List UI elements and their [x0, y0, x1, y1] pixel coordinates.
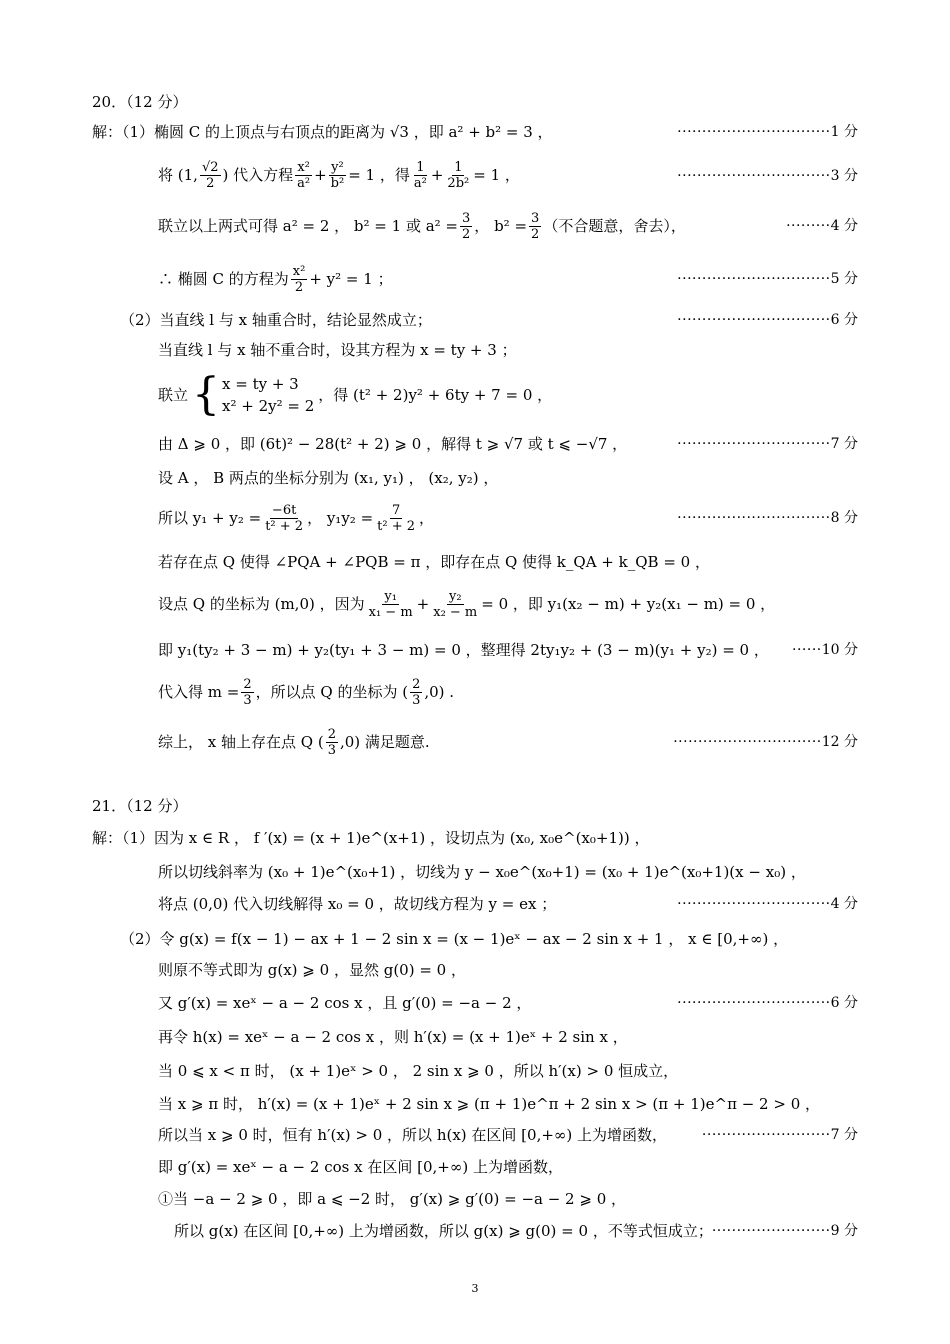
leader-dots: ······························· [677, 436, 831, 452]
text: 综上， x 轴上存在点 Q ( [158, 733, 324, 751]
leader-dots: ·························· [701, 1127, 831, 1143]
points-label: 1 分 [830, 124, 858, 140]
text: + [416, 595, 430, 613]
text: 所以 y₁ + y₂ = [158, 509, 262, 527]
q20-line-5: （2）当直线 l 与 x 轴重合时，结论显然成立； [120, 311, 432, 329]
q20-line-14 [158, 672, 454, 712]
leader-dots: ······························· [677, 995, 831, 1011]
text: 将 (1, [158, 166, 198, 184]
denominator: a² [297, 175, 311, 191]
text: = 0 ，即 y₁(x₂ − m) + y₂(x₁ − m) = 0 ， [481, 595, 776, 613]
q21-line-7: 再令 h(x) = xeˣ − a − 2 cos x ，则 h′(x) = (x + 1)eˣ + 2 sin x ， [158, 1028, 628, 1046]
text: ， b² = [474, 217, 528, 235]
text: 联立以上两式可得 a² = 2 ， b² = 1 或 a² = [158, 217, 459, 235]
q20-points-5 [677, 310, 858, 330]
numerator: 1 [454, 159, 463, 175]
q20-points-15 [673, 732, 858, 752]
points-label: 4 分 [830, 218, 858, 234]
q21-points-13 [712, 1221, 858, 1241]
fraction [367, 589, 415, 620]
denominator: a² [413, 175, 427, 191]
numerator: √2 [201, 159, 219, 175]
denominator: 2b² [447, 175, 470, 191]
text: + [430, 166, 444, 184]
numerator: 3 [462, 210, 471, 226]
q20-line-10 [158, 498, 434, 538]
denominator: 3 [243, 692, 252, 708]
numerator: y₁ [384, 588, 397, 604]
q20-line-11: 若存在点 Q 使得 ∠PQA + ∠PQB = π ，即存在点 Q 使得 k_QA + k_QB = 0 ， [158, 553, 710, 571]
denominator: t² + 2 [265, 518, 304, 534]
fraction [375, 503, 417, 534]
q21-line-8: 当 0 ⩽ x < π 时， (x + 1)eˣ > 0 ， 2 sin x ⩾ 0 ，所以 h′(x) > 0 恒成立， [158, 1062, 679, 1080]
system-row: x² + 2y² = 2 [222, 397, 315, 415]
q20-points-10 [677, 508, 858, 528]
q21-line-9: 当 x ⩾ π 时， h′(x) = (x + 1)eˣ + 2 sin x ⩾ (π + 1)e^π + 2 sin x > (π + 1)e^π − 2 > 0 ， [158, 1095, 821, 1113]
points-label: 3 分 [830, 168, 858, 184]
text: = 1 ， [473, 166, 520, 184]
fraction [263, 503, 305, 534]
text: 联立 [158, 386, 189, 404]
numerator: 2 [243, 676, 252, 692]
fraction [329, 160, 347, 191]
fraction [291, 264, 308, 295]
text: + y² = 1 ； [309, 270, 393, 288]
page-number: 3 [471, 1282, 479, 1295]
numerator: y₂ [448, 588, 462, 604]
q21-line-11: 即 g′(x) = xeˣ − a − 2 cos x 在区间 [0,+∞) 上为增函数， [158, 1158, 563, 1176]
numerator: x² [297, 159, 310, 175]
q20-line-9: 设 A ， B 两点的坐标分别为 (x₁, y₁) ， (x₂, y₂) ， [158, 469, 499, 487]
q20-line-12 [158, 584, 775, 624]
leader-dots: ······························· [677, 168, 831, 184]
q20-line-15 [158, 722, 430, 762]
system-row: x = ty + 3 [222, 375, 299, 393]
fraction [326, 727, 338, 758]
text: ∴ 椭圆 C 的方程为 [158, 270, 289, 288]
denominator: 2 [294, 279, 304, 295]
q21-line-2: 所以切线斜率为 (x₀ + 1)e^(x₀+1) ，切线为 y − x₀e^(x₀+1) = (x₀ + 1)e^(x₀+1)(x − x₀) ， [158, 863, 806, 881]
text: 设点 Q 的坐标为 (m,0) ，因为 [158, 595, 365, 613]
text: ，所以点 Q 的坐标为 ( [255, 683, 409, 701]
points-label: 5 分 [830, 271, 858, 287]
q20-line-2 [158, 155, 520, 195]
numerator: −6t [271, 502, 297, 518]
numerator: 1 [416, 159, 425, 175]
fraction [445, 160, 471, 191]
q21-line-5: 则原不等式即为 g(x) ⩾ 0 ，显然 g(0) = 0 ， [158, 961, 466, 979]
leader-dots: ······ [792, 642, 822, 658]
q21-points-6 [677, 993, 858, 1013]
numerator: 7 [391, 502, 401, 518]
denominator: t² + 2 [377, 518, 416, 534]
text: ,0) 满足题意. [339, 733, 430, 751]
points-label: 8 分 [830, 510, 858, 526]
leader-dots: ······························· [677, 312, 831, 328]
text: ， [419, 509, 435, 527]
points-label: 7 分 [830, 436, 858, 452]
q21-header: 21．（12 分） [92, 797, 188, 815]
leader-dots: ········· [786, 218, 831, 234]
q21-line-13: 所以 g(x) 在区间 [0,+∞) 上为增函数，所以 g(x) ⩾ g(0) = 0 ，不等式恒成立； [174, 1222, 713, 1240]
points-label: 12 分 [821, 734, 858, 750]
leader-dots: ······························· [677, 124, 831, 140]
numerator: 3 [531, 210, 540, 226]
q20-points-13 [792, 640, 858, 660]
text: ) 代入方程 [222, 166, 294, 184]
fraction [200, 160, 221, 191]
fraction [431, 589, 479, 620]
text: （不合题意，舍去）， [543, 217, 686, 235]
denominator: 2 [206, 175, 215, 191]
points-label: 6 分 [830, 995, 858, 1011]
points-label: 9 分 [830, 1223, 858, 1239]
q20-line-4 [158, 259, 393, 299]
q20-header: 20．（12 分） [92, 93, 188, 111]
q21-line-3: 将点 (0,0) 代入切线解得 x₀ = 0 ，故切线方程为 y = ex ； [158, 895, 557, 913]
points-label: 7 分 [830, 1127, 858, 1143]
denominator: x₁ − m [368, 604, 413, 620]
fraction [241, 677, 253, 708]
q21-line-4: （2）令 g(x) = f(x − 1) − ax + 1 − 2 sin x = (x − 1)eˣ − ax − 2 sin x + 1 ， x ∈ [0,+∞) ， [120, 930, 789, 948]
leader-dots: ······························· [677, 271, 831, 287]
left-brace: { [192, 369, 221, 420]
points-label: 6 分 [830, 312, 858, 328]
fraction [460, 211, 472, 242]
text: ,0) . [424, 683, 455, 701]
points-label: 4 分 [830, 896, 858, 912]
q20-line-13: 即 y₁(ty₂ + 3 − m) + y₂(ty₁ + 3 − m) = 0 ，整理得 2ty₁y₂ + (3 − m)(y₁ + y₂) = 0 ， [158, 641, 769, 659]
equation-system [192, 369, 315, 420]
q21-points-3 [677, 894, 858, 914]
q20-points-1 [677, 122, 858, 142]
q20-points-2 [677, 166, 858, 186]
q20-points-3 [786, 216, 858, 236]
text: + [314, 166, 327, 184]
q20-line-1: 解：（1）椭圆 C 的上顶点与右顶点的距离为 √3 ，即 a² + b² = 3 ， [92, 123, 553, 141]
numerator: x² [292, 263, 306, 279]
q20-line-6: 当直线 l 与 x 轴不重合时，设其方程为 x = ty + 3 ； [158, 341, 517, 359]
numerator: y² [331, 159, 344, 175]
fraction [412, 160, 429, 191]
q21-line-1: 解：（1）因为 x ∈ R ， f ′(x) = (x + 1)e^(x+1) ，设切点为 (x₀, x₀e^(x₀+1)) ， [92, 829, 650, 847]
denominator: b² [330, 175, 345, 191]
denominator: 3 [327, 742, 336, 758]
leader-dots: ······························· [677, 896, 831, 912]
numerator: 2 [412, 676, 421, 692]
denominator: 2 [462, 226, 471, 242]
q20-points-8 [677, 434, 858, 454]
denominator: 3 [412, 692, 421, 708]
points-label: 10 分 [821, 642, 858, 658]
q20-line-3 [158, 206, 686, 246]
q21-line-12: ①当 −a − 2 ⩾ 0 ，即 a ⩽ −2 时， g′(x) ⩾ g′(0) = −a − 2 ⩾ 0 ， [158, 1190, 627, 1208]
q21-line-10: 所以当 x ⩾ 0 时，恒有 h′(x) > 0 ，所以 h(x) 在区间 [0,+∞) 上为增函数， [158, 1126, 668, 1144]
text: ，得 (t² + 2)y² + 6ty + 7 = 0 ， [318, 386, 553, 404]
q21-points-10 [702, 1125, 858, 1145]
text: ， y₁y₂ = [307, 509, 374, 527]
leader-dots: ······························ [673, 734, 822, 750]
q21-line-6: 又 g′(x) = xeˣ − a − 2 cos x ，且 g′(0) = −a − 2 ， [158, 994, 532, 1012]
denominator: x₂ − m [433, 604, 478, 620]
text: = 1 ，得 [348, 166, 410, 184]
denominator: 2 [531, 226, 540, 242]
fraction [295, 160, 312, 191]
fraction [410, 677, 422, 708]
q20-points-4 [677, 269, 858, 289]
fraction [529, 211, 541, 242]
leader-dots: ······························· [677, 510, 831, 526]
text: 代入得 m = [158, 683, 240, 701]
leader-dots: ························ [711, 1223, 831, 1239]
system-rows [222, 373, 314, 417]
q20-line-7 [158, 369, 553, 420]
q20-line-8: 由 Δ ⩾ 0 ，即 (6t)² − 28(t² + 2) ⩾ 0 ，解得 t ⩾ √7 或 t ⩽ −√7 ， [158, 435, 628, 453]
numerator: 2 [327, 726, 336, 742]
